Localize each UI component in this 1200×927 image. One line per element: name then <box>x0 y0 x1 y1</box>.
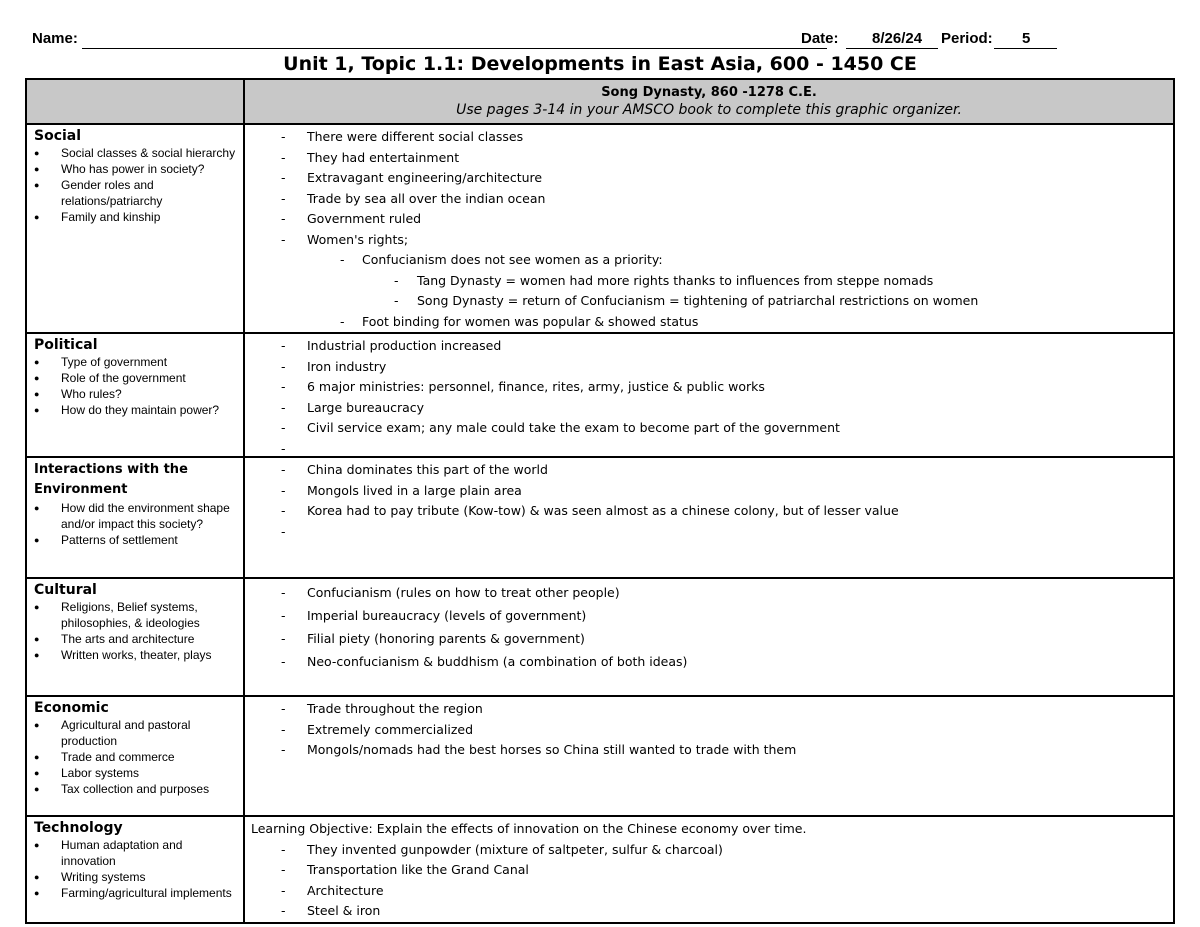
question-item: ● How did the environment shape and/or impact this society? <box>34 500 239 532</box>
answer-item: - Iron industry <box>251 357 1167 378</box>
category-title: Technology <box>34 820 123 836</box>
answer-item: - Extravagant engineering/architecture <box>251 168 1167 189</box>
guiding-questions <box>34 145 239 225</box>
name-label: Name: <box>32 30 78 47</box>
category-title: Economic <box>34 700 109 716</box>
answer-cell[interactable] <box>244 696 1174 816</box>
question-item: ● Gender roles and relations/patriarchy <box>34 177 239 209</box>
question-item: ● Social classes & social hierarchy <box>34 145 239 161</box>
answer-item: - Extremely commercialized <box>251 720 1167 741</box>
question-item: ● Who rules? <box>34 386 239 402</box>
question-item: ● Farming/agricultural implements <box>34 885 239 901</box>
answer-cell[interactable] <box>244 816 1174 923</box>
answer-cell[interactable] <box>244 333 1174 457</box>
answer-item: - Industrial production increased <box>251 336 1167 357</box>
answer-item: - Steel & iron <box>251 901 1167 922</box>
answer-item: - Women's rights; <box>251 230 1167 251</box>
answer-subsubitem: - Tang Dynasty = women had more rights thanks to influences from steppe nomads <box>251 271 1167 292</box>
question-item: ● How do they maintain power? <box>34 402 239 418</box>
answer-item: - Trade by sea all over the indian ocean <box>251 189 1167 210</box>
question-item: ● Agricultural and pastoral production <box>34 717 239 749</box>
question-item: ● Written works, theater, plays <box>34 647 239 663</box>
date-label: Date: <box>801 30 839 47</box>
guiding-questions <box>34 354 239 418</box>
category-title: Political <box>34 337 98 353</box>
row-political <box>26 333 1174 457</box>
answer-subsubitem: - Song Dynasty = return of Confucianism = tightening of patriarchal restrictions on women <box>251 291 1167 312</box>
header-blank-cell <box>26 79 244 124</box>
category-cell <box>26 333 244 457</box>
period-underline <box>994 48 1057 49</box>
header-line <box>32 30 1177 52</box>
answer-item: - Confucianism (rules on how to treat other people) <box>251 581 1167 604</box>
answer-item: - Filial piety (honoring parents & government) <box>251 627 1167 650</box>
question-item: ● Writing systems <box>34 869 239 885</box>
answer-item: - Imperial bureaucracy (levels of government) <box>251 604 1167 627</box>
answer-item: - Civil service exam; any male could take the exam to become part of the government <box>251 418 1167 439</box>
row-economic <box>26 696 1174 816</box>
answer-item: - Neo-confucianism & buddhism (a combination of both ideas) <box>251 650 1167 673</box>
answer-item: - Government ruled <box>251 209 1167 230</box>
learning-objective: Learning Objective: Explain the effects of innovation on the Chinese economy over time. <box>251 821 807 836</box>
question-item: ● Role of the government <box>34 370 239 386</box>
answer-item: - Korea had to pay tribute (Kow-tow) & was seen almost as a chinese colony, but of lesser value <box>251 501 1167 522</box>
answer-item: - China dominates this part of the world <box>251 460 1167 481</box>
answer-item: - There were different social classes <box>251 127 1167 148</box>
guiding-questions <box>34 599 239 663</box>
question-item: ● Family and kinship <box>34 209 239 225</box>
category-title: Social <box>34 128 82 144</box>
instructions: Use pages 3-14 in your AMSCO book to complete this graphic organizer. <box>456 102 962 118</box>
answer-cell[interactable] <box>244 124 1174 333</box>
page-title: Unit 1, Topic 1.1: Developments in East Asia, 600 - 1450 CE <box>283 53 917 75</box>
row-cultural <box>26 578 1174 696</box>
dynasty-title: Song Dynasty, 860 -1278 C.E. <box>601 85 817 100</box>
question-item: ● Religions, Belief systems, philosophies, & ideologies <box>34 599 239 631</box>
period-label: Period: <box>941 30 993 47</box>
answer-cell[interactable] <box>244 578 1174 696</box>
header-cell <box>244 79 1174 124</box>
question-item: ● Tax collection and purposes <box>34 781 239 797</box>
question-item: ● Human adaptation and innovation <box>34 837 239 869</box>
answer-item: - They invented gunpowder (mixture of saltpeter, sulfur & charcoal) <box>251 840 1167 861</box>
category-title: Interactions with the Environment <box>34 462 188 497</box>
category-title: Cultural <box>34 582 97 598</box>
question-item: ● The arts and architecture <box>34 631 239 647</box>
answer-item: - Architecture <box>251 881 1167 902</box>
answer-item: - Trade throughout the region <box>251 699 1167 720</box>
answer-subitem: - Confucianism does not see women as a priority: <box>251 250 1167 271</box>
question-item: ● Patterns of settlement <box>34 532 239 548</box>
category-cell <box>26 816 244 923</box>
row-environment <box>26 457 1174 578</box>
category-cell <box>26 578 244 696</box>
answer-cell[interactable] <box>244 457 1174 578</box>
name-field[interactable] <box>82 48 827 49</box>
answer-item: - Mongols/nomads had the best horses so China still wanted to trade with them <box>251 740 1167 761</box>
answer-item: - Transportation like the Grand Canal <box>251 860 1167 881</box>
guiding-questions <box>34 717 239 797</box>
question-item: ● Type of government <box>34 354 239 370</box>
row-technology <box>26 816 1174 923</box>
answer-item: - 6 major ministries: personnel, finance, rites, army, justice & public works <box>251 377 1167 398</box>
question-item: ● Who has power in society? <box>34 161 239 177</box>
answer-item: - Mongols lived in a large plain area <box>251 481 1167 502</box>
question-item: ● Labor systems <box>34 765 239 781</box>
answer-item: - Large bureaucracy <box>251 398 1167 419</box>
guiding-questions <box>34 500 239 548</box>
period-value[interactable]: 5 <box>1022 30 1031 47</box>
graphic-organizer-table <box>25 78 1175 924</box>
category-cell <box>26 124 244 333</box>
table-header-row <box>26 79 1174 124</box>
answer-item: - They had entertainment <box>251 148 1167 169</box>
date-value[interactable]: 8/26/24 <box>872 30 923 47</box>
category-cell <box>26 457 244 578</box>
row-social <box>26 124 1174 333</box>
guiding-questions <box>34 837 239 901</box>
answer-subitem: - Foot binding for women was popular & showed status <box>251 312 1167 333</box>
category-cell <box>26 696 244 816</box>
date-underline <box>846 48 938 49</box>
question-item: ● Trade and commerce <box>34 749 239 765</box>
